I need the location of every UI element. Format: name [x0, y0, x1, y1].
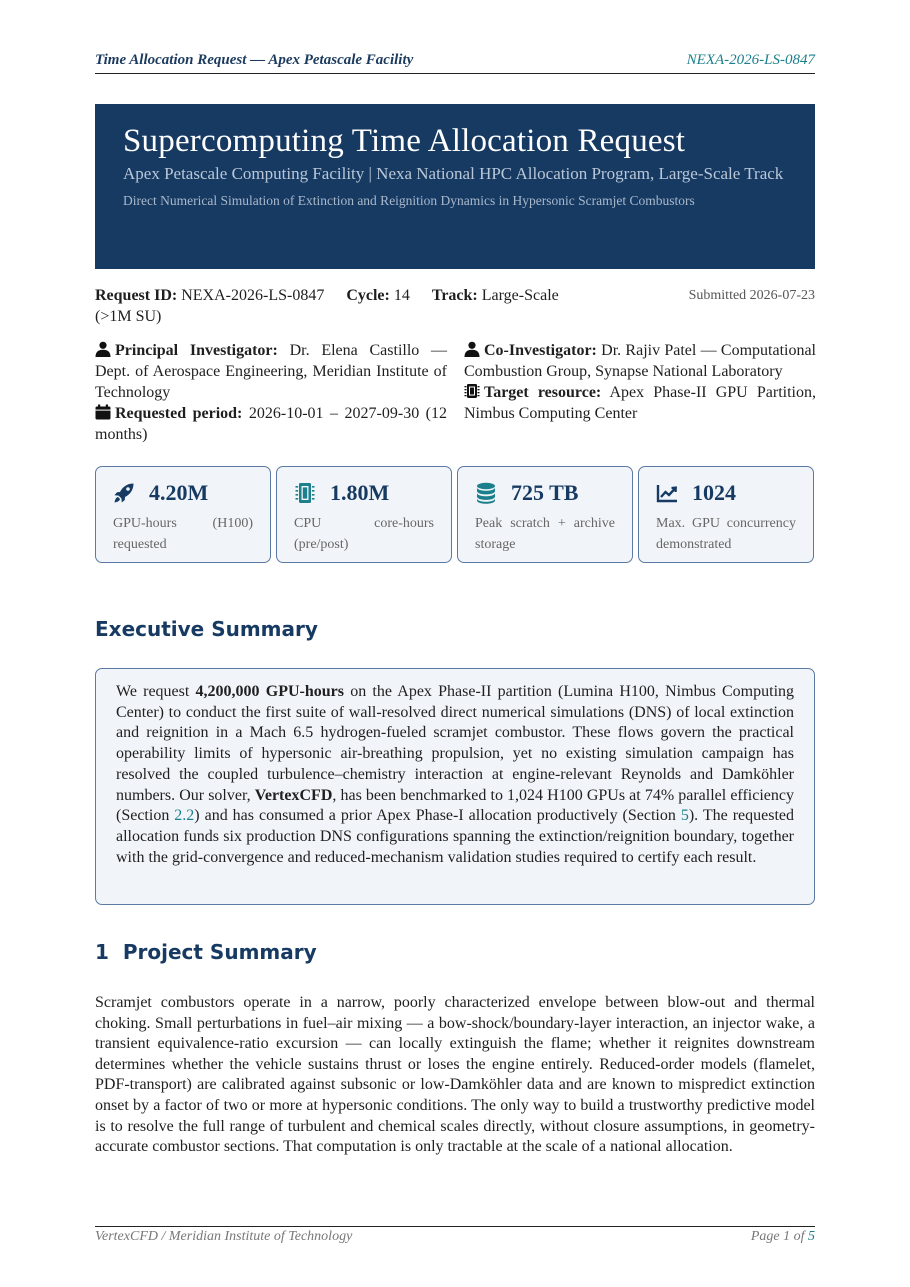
- calendar-icon: [95, 404, 111, 420]
- summary-text: on the Apex Phase-II partition (Lumina H100, Nimbus Computing Center) to conduct the first suite of wall-resolved direct numerical simulations (DNS) of local extinction and reignition in a Mach 6.5 hydrogen-fueled scramjet combustor. These flows govern the practical operability limits of hypersonic air-breathing propulsion, yet no existing simulation campaign has resolved the coupled turbulence–chemistry interaction at engine-relevant Reynolds and Damköhler numbers. Our solver,: [116, 683, 795, 804]
- section-1-heading: [95, 940, 317, 964]
- executive-summary-heading: Executive Summary: [95, 617, 318, 641]
- cycle-value: 14: [393, 287, 410, 304]
- stat-label: Peak scratch + archive storage: [475, 516, 615, 552]
- resource-label: Target resource:: [484, 384, 602, 401]
- track-label: Track:: [431, 287, 478, 304]
- page-footer: [95, 1226, 815, 1245]
- page-total-link[interactable]: 5: [808, 1229, 815, 1244]
- resource-value: Apex Phase-II GPU Partition, Nimbus Computing Center: [464, 384, 816, 422]
- chip-icon: [464, 383, 480, 399]
- title-banner: [95, 104, 815, 269]
- running-header: [95, 52, 815, 74]
- stat-label: Max. GPU concurrency demonstrated: [656, 516, 796, 552]
- project-summary-paragraph: Scramjet combustors operate in a narrow, poorly characterized envelope between blow-out and thermal choking. Small perturbations in fuel–air mixing — a bow-shock/boundary-layer interaction, an injector wake, a transient equivalence-ratio excursion — can locally extinguish the flame; whether it reignites downstream determines whether the vehicle sustains thrust or loses the engine entirely. Reduced-order models (flamelet, PDF-transport) are calibrated against subsonic or low-Damköhler data and are known to mispredict extinction onset by a factor of two or more at hypersonic conditions. The only way to build a trustworthy predictive model is to resolve the full range of turbulent and chemical scales directly, without closure assumptions, in geometry-accurate combustor sections. That computation is only tractable at the scale of a national allocation.: [95, 994, 815, 1156]
- document-title: Supercomputing Time Allocation Request: [123, 123, 686, 159]
- right-column: [464, 340, 816, 424]
- page-number: [751, 1229, 815, 1245]
- header-request-id: NEXA-2026-LS-0847: [686, 52, 815, 68]
- track-note: (>1M SU): [95, 308, 162, 325]
- user-icon: [464, 341, 480, 357]
- user-icon: [95, 341, 111, 357]
- period-value: 2026-10-01 – 2027-09-30 (12 months): [95, 405, 448, 443]
- stat-value: 1.80M: [330, 480, 390, 505]
- stat-value: 1024: [692, 480, 736, 505]
- project-title: Direct Numerical Simulation of Extinction and Reignition Dynamics in Hypersonic Scramjet Combustors: [123, 193, 695, 208]
- principal-investigator: [95, 340, 447, 403]
- page-prefix: Page 1 of: [750, 1229, 808, 1244]
- target-resource: [464, 382, 816, 424]
- document-subtitle: Apex Petascale Computing Facility | Nexa National HPC Allocation Program, Large-Scale Track: [123, 164, 784, 183]
- pi-label: Principal Investigator:: [115, 342, 278, 359]
- request-id-label: Request ID:: [95, 287, 178, 304]
- track-value: Large-Scale: [481, 287, 559, 304]
- stat-card-storage: [457, 466, 633, 563]
- chip-icon: [294, 482, 316, 504]
- section-5-link[interactable]: 5: [680, 807, 689, 825]
- stat-label: GPU-hours (H100) requested: [113, 516, 253, 552]
- line-chart-icon: [656, 482, 678, 504]
- stat-card-concurrency: [638, 466, 814, 563]
- left-column: [95, 340, 447, 445]
- summary-text: , has been benchmarked to 1,024 H100 GPUs at 74% parallel efficiency (Section: [116, 786, 794, 825]
- stat-card-gpu-hours: [95, 466, 271, 563]
- stat-card-cpu-hours: [276, 466, 452, 563]
- summary-text: We request: [116, 683, 196, 700]
- summary-text: ) and has consumed a prior Apex Phase-I allocation productively (Section: [194, 807, 681, 825]
- summary-text: ). The requested allocation funds six production DNS configurations spanning the extinction/reignition boundary, together with the grid-convergence and reduced-mechanism validation studies required to certify each result.: [116, 807, 795, 866]
- stat-cards: [95, 466, 815, 564]
- header-title: Time Allocation Request — Apex Petascale Facility: [95, 52, 414, 68]
- stat-value: 725 TB: [511, 480, 579, 505]
- section-2-2-link[interactable]: 2.2: [174, 807, 195, 825]
- requested-period: [95, 403, 447, 445]
- footer-left: VertexCFD / Meridian Institute of Technology: [95, 1229, 353, 1244]
- request-id-value: NEXA-2026-LS-0847: [181, 287, 325, 304]
- executive-summary-box: [95, 668, 815, 905]
- rocket-icon: [113, 482, 135, 504]
- co-investigator: [464, 340, 816, 382]
- coi-value: Dr. Rajiv Patel — Computational Combustion Group, Synapse National Laboratory: [464, 342, 817, 380]
- coi-label: Co-Investigator:: [484, 342, 597, 359]
- request-meta: [95, 285, 815, 327]
- stat-label: CPU core-hours (pre/post): [294, 516, 434, 552]
- section-title: Project Summary: [122, 940, 317, 964]
- stat-value: 4.20M: [149, 480, 209, 505]
- summary-gpu-hours: 4,200,000 GPU-hours: [195, 683, 344, 700]
- summary-solver-name: VertexCFD: [254, 786, 333, 804]
- pi-value: Dr. Elena Castillo — Dept. of Aerospace Engineering, Meridian Institute of Technology: [95, 342, 448, 401]
- submitted-date: Submitted 2026-07-23: [688, 288, 815, 303]
- section-number: 1: [95, 940, 109, 964]
- database-icon: [475, 482, 497, 504]
- period-label: Requested period:: [115, 405, 243, 422]
- cycle-label: Cycle:: [346, 287, 390, 304]
